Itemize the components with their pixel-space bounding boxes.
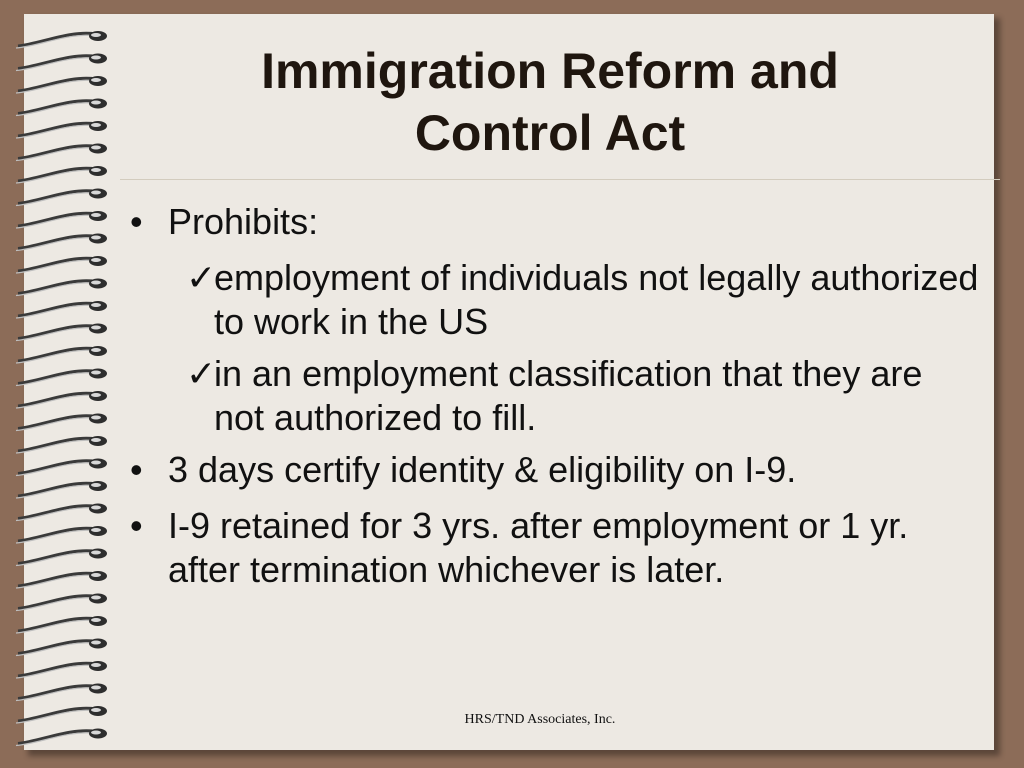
- spiral-coil: [16, 661, 107, 678]
- spiral-coil: [16, 144, 107, 161]
- spiral-coil: [16, 31, 107, 48]
- title-line-2: Control Act: [414, 105, 686, 161]
- bullet-dot-icon: •: [130, 505, 143, 546]
- spiral-coil: [16, 76, 107, 93]
- spiral-coil: [16, 121, 107, 138]
- sub-item-text: employment of individuals not legally authorized to work in the US: [214, 257, 979, 342]
- spiral-coil: [16, 436, 107, 453]
- bullet-text: Prohibits:: [168, 201, 319, 242]
- spiral-coil: [16, 189, 107, 206]
- spiral-coil: [16, 639, 107, 656]
- sub-item-classification: [130, 352, 980, 440]
- bullet-item-retained: [130, 504, 980, 592]
- spiral-coil: [16, 459, 107, 476]
- bullet-item-prohibits: [130, 200, 980, 244]
- title-line-1: Immigration Reform and: [261, 43, 839, 99]
- spiral-coil: [16, 256, 107, 273]
- spiral-coil: [16, 729, 107, 746]
- spiral-coil: [16, 324, 107, 341]
- spiral-coil: [16, 301, 107, 318]
- spiral-coil: [16, 234, 107, 251]
- spiral-coil: [16, 526, 107, 543]
- spiral-coil: [16, 481, 107, 498]
- bullet-dot-icon: •: [130, 449, 143, 490]
- sub-item-text: in an employment classification that they are not authorized to fill.: [214, 353, 923, 438]
- spiral-coil: [16, 99, 107, 116]
- spiral-coil: [16, 571, 107, 588]
- spiral-coil: [16, 391, 107, 408]
- bullet-text: 3 days certify identity & eligibility on I-9.: [168, 449, 797, 490]
- spiral-coil: [16, 706, 107, 723]
- spiral-coil: [16, 616, 107, 633]
- spiral-coil: [16, 504, 107, 521]
- spiral-coil: [16, 414, 107, 431]
- spiral-coil: [16, 594, 107, 611]
- slide-title: [120, 40, 980, 164]
- bullet-item-certify: [130, 448, 980, 492]
- checkmark-icon: ✓: [186, 353, 217, 394]
- title-divider: [120, 179, 1000, 180]
- spiral-coil: [16, 54, 107, 71]
- spiral-coil: [16, 549, 107, 566]
- checkmark-icon: ✓: [186, 257, 217, 298]
- footer-credit: HRS/TND Associates, Inc.: [464, 712, 616, 727]
- spiral-coil: [16, 369, 107, 386]
- spiral-coil: [16, 279, 107, 296]
- spiral-binding-icon: [0, 14, 120, 750]
- sub-item-employment: [130, 256, 980, 344]
- spiral-coil: [16, 211, 107, 228]
- bullet-list: [130, 200, 980, 604]
- bullet-text: I-9 retained for 3 yrs. after employment or 1 yr. after termination whichever is later.: [168, 505, 909, 590]
- spiral-coil: [16, 684, 107, 701]
- bullet-dot-icon: •: [130, 201, 143, 242]
- spiral-coil: [16, 346, 107, 363]
- spiral-coil: [16, 166, 107, 183]
